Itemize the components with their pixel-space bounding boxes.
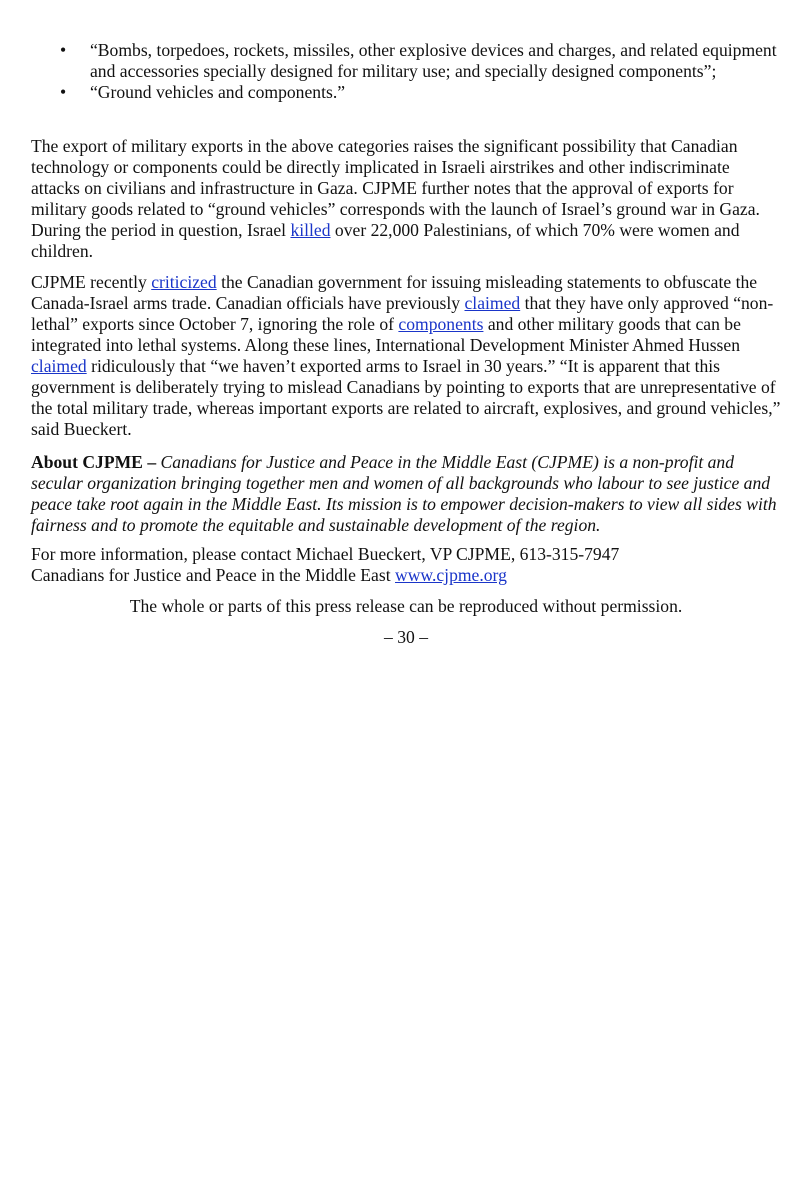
bullet-item — [58, 40, 778, 82]
paragraph-text: the Canadian government for issuing misleading statements to obfuscate the Canada-Israel arms trade. Canadian officials have previously — [31, 272, 758, 313]
contact-line-1: For more information, please contact Michael Bueckert, VP CJPME, 613-315-7947 — [31, 544, 620, 564]
bullet-item — [58, 82, 778, 103]
paragraph-text: and other military goods that can be integrated into lethal systems. Along these lines, International Development Minister Ahmed Hussen — [31, 314, 741, 355]
paragraph-text: The export of military exports in the above categories raises the significant possibility that Canadian technology or components could be directly implicated in Israeli airstrikes and other indiscriminate attacks on civilians and infrastructure in Gaza. CJPME further notes that the approval of exports for military goods related to “ground vehicles” corresponds with the launch of Israel’s ground war in Gaza. During the period in question, Israel — [31, 136, 760, 240]
link-claimed-minister[interactable]: claimed — [31, 356, 87, 376]
about-cjpme — [31, 452, 781, 536]
contact-info — [31, 544, 781, 586]
bullet-list — [58, 40, 778, 103]
link-claimed-officials[interactable]: claimed — [464, 293, 521, 313]
paragraph-text: ridiculously that “we haven’t exported arms to Israel in 30 years.” “It is apparent that this government is deliberately trying to mislead Canadians by pointing to exports that are unrepresentative of the total military trade, whereas important exports are related to aircraft, explosives, and ground vehicles,” said Bueckert. — [31, 356, 781, 439]
paragraph-text: CJPME recently — [31, 272, 152, 292]
link-criticized[interactable]: criticized — [151, 272, 217, 292]
contact-line-2: Canadians for Justice and Peace in the Middle East — [31, 565, 395, 585]
link-killed[interactable]: killed — [290, 220, 331, 240]
about-label: About CJPME – — [31, 452, 157, 472]
website-link[interactable]: www.cjpme.org — [395, 565, 507, 585]
about-text: Canadians for Justice and Peace in the Middle East (CJPME) is a non-profit and secular organization bringing together men and women of all backgrounds who labour to see justice and peace take root again in the Middle East. Its mission is to empower decision-makers to view all sides with fairness and to promote the equitable and sustainable development of the region. — [31, 452, 777, 535]
end-mark: – 30 – — [384, 627, 428, 647]
bullet-dot-icon: • — [60, 82, 67, 102]
paragraph-text: that they have only approved “non-lethal” exports since October 7, ignoring the role of — [31, 293, 774, 334]
bullet-text: “Ground vehicles and components.” — [90, 82, 346, 102]
reproduction-note: The whole or parts of this press release can be reproduced without permission. — [129, 596, 683, 616]
bullet-dot-icon: • — [60, 40, 67, 60]
link-components[interactable]: components — [398, 314, 484, 334]
bullet-text: “Bombs, torpedoes, rockets, missiles, other explosive devices and charges, and related equipment and accessories specially designed for military use; and specially designed components”; — [90, 40, 777, 81]
paragraph-text: over 22,000 Palestinians, of which 70% were women and children. — [31, 220, 740, 261]
paragraph-export-implications — [31, 136, 781, 262]
paragraph-misleading-statements — [31, 272, 781, 440]
